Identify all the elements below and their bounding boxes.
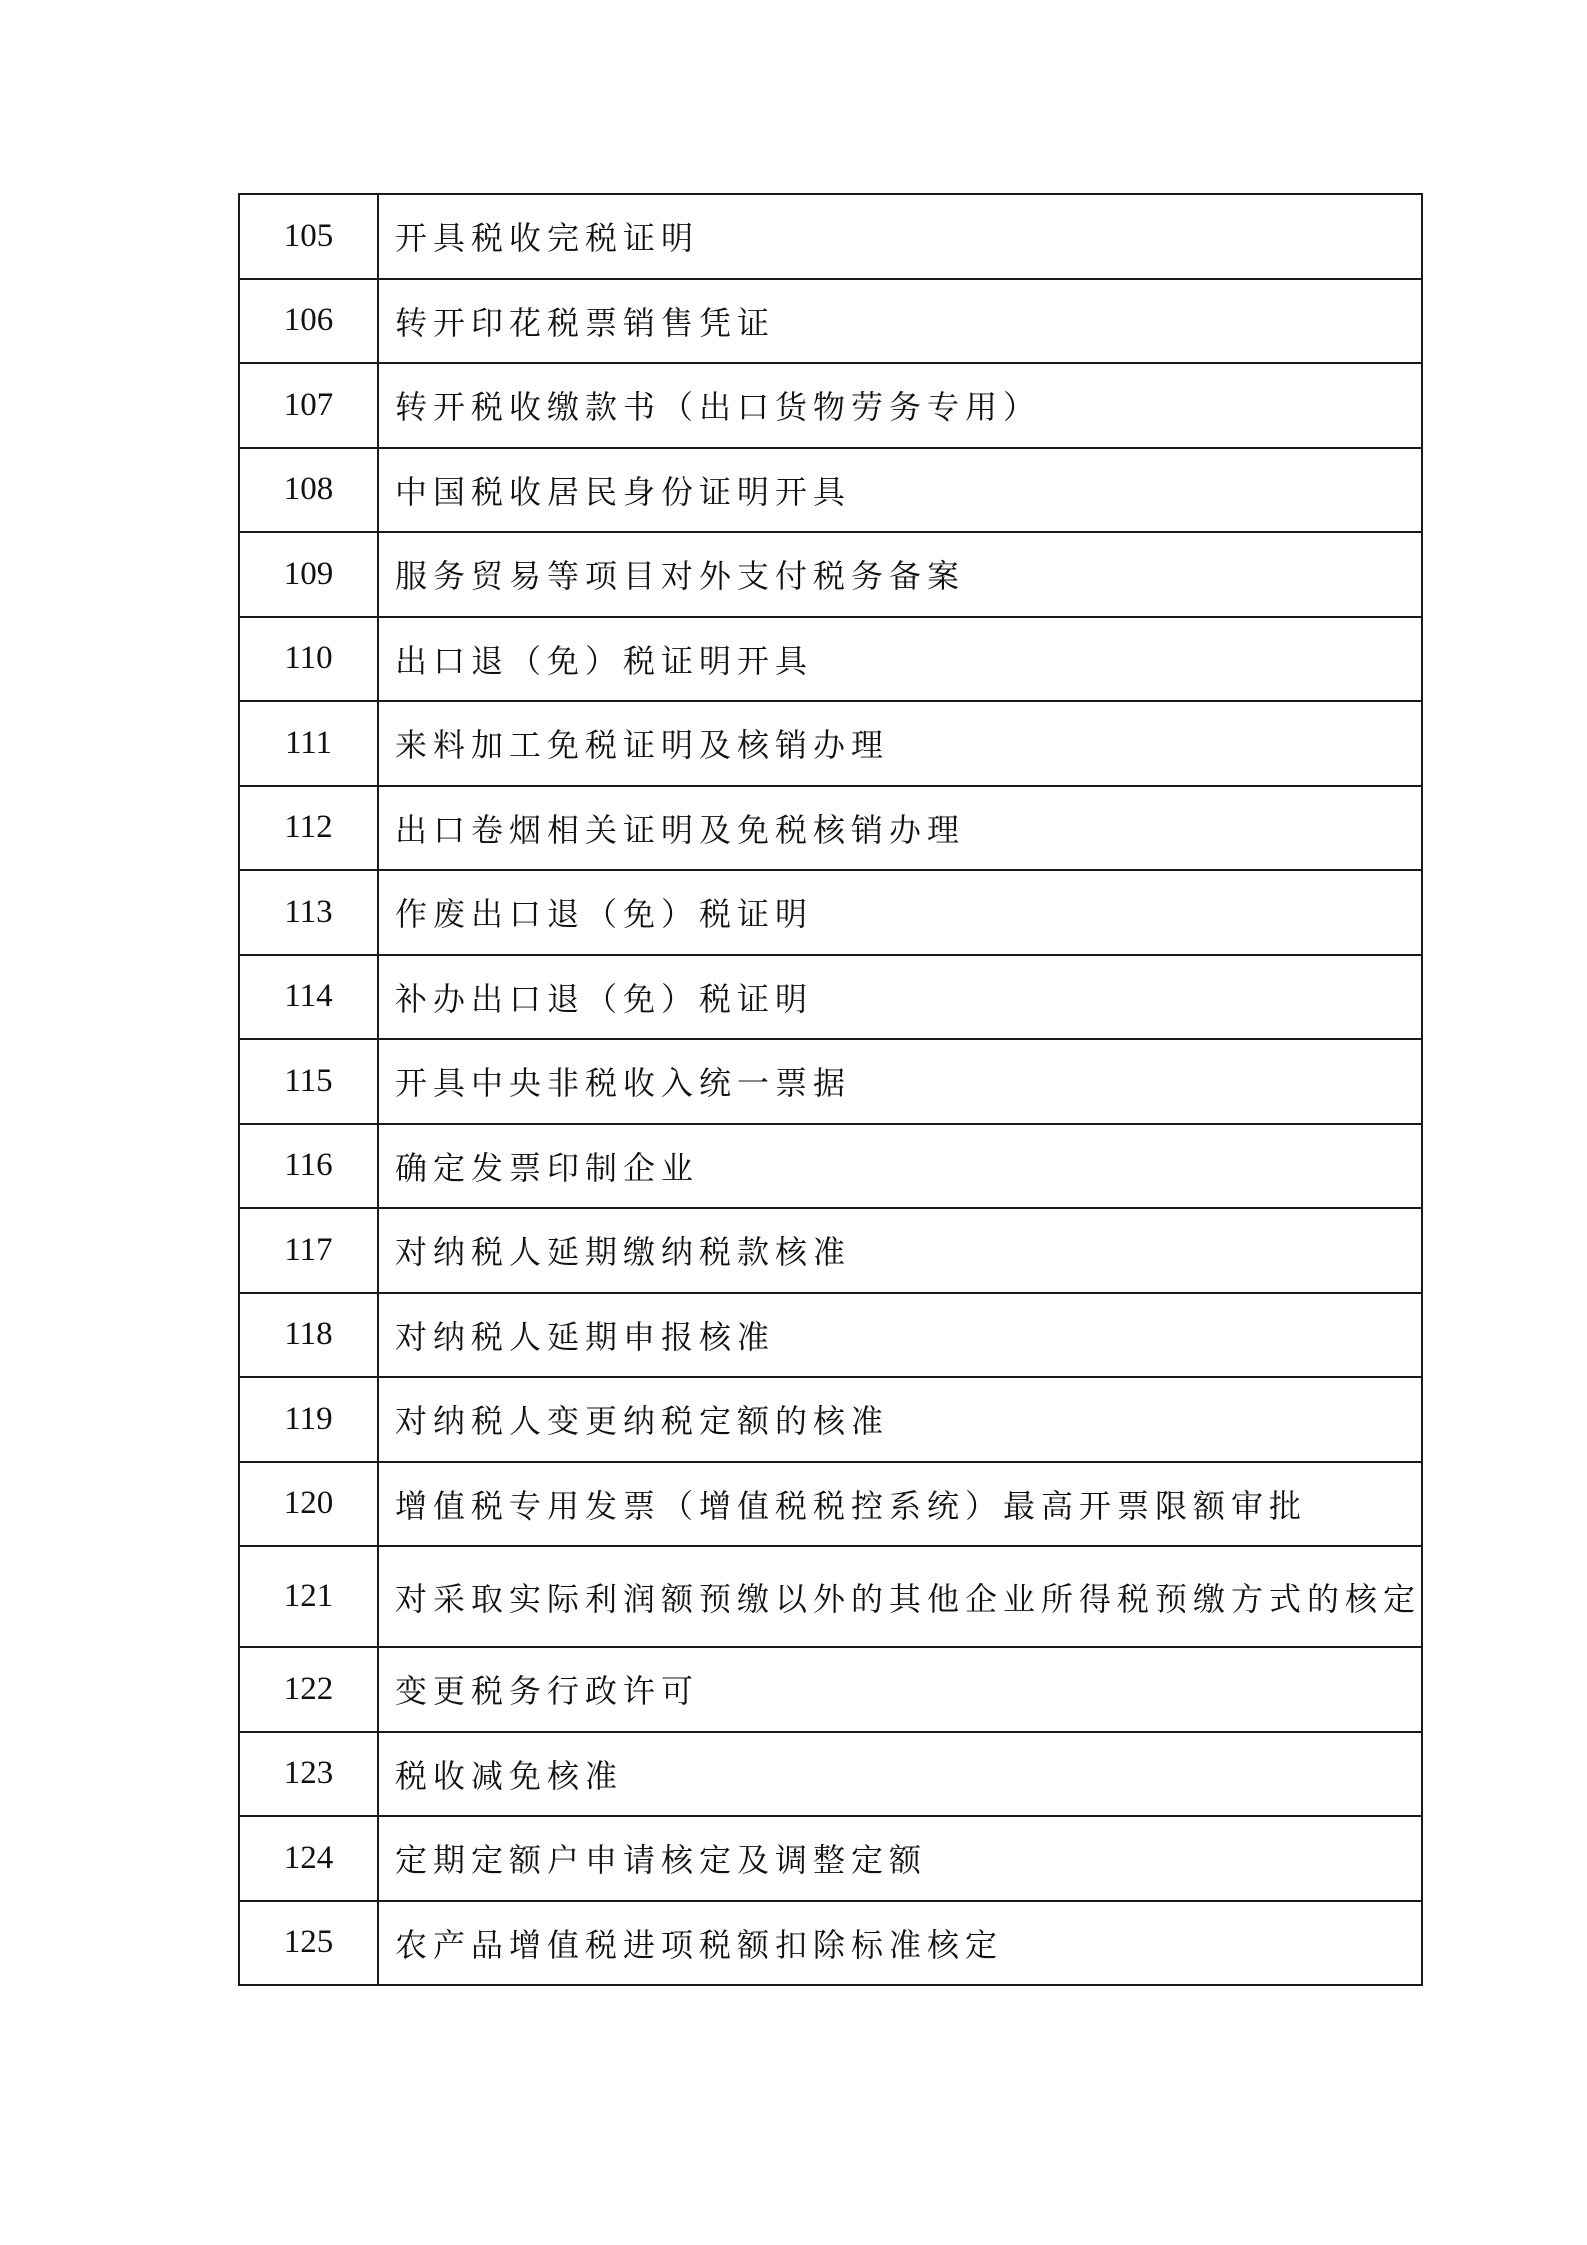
item-number: 106 bbox=[239, 279, 378, 364]
table-row bbox=[239, 870, 1422, 955]
table-row bbox=[239, 955, 1422, 1040]
item-number: 110 bbox=[239, 617, 378, 702]
item-number: 124 bbox=[239, 1816, 378, 1901]
item-name: 税收减免核准 bbox=[378, 1732, 1422, 1817]
item-name: 出口退（免）税证明开具 bbox=[378, 617, 1422, 702]
table-row bbox=[239, 1901, 1422, 1986]
item-name: 作废出口退（免）税证明 bbox=[378, 870, 1422, 955]
item-name: 对纳税人延期申报核准 bbox=[378, 1293, 1422, 1378]
item-name: 开具中央非税收入统一票据 bbox=[378, 1039, 1422, 1124]
item-name: 农产品增值税进项税额扣除标准核定 bbox=[378, 1901, 1422, 1986]
item-name: 出口卷烟相关证明及免税核销办理 bbox=[378, 786, 1422, 871]
item-name: 对采取实际利润额预缴以外的其他企业所得税预缴方式的核定 bbox=[378, 1546, 1422, 1647]
table-row bbox=[239, 1816, 1422, 1901]
table-row bbox=[239, 701, 1422, 786]
item-name: 开具税收完税证明 bbox=[378, 194, 1422, 279]
table-row bbox=[239, 1039, 1422, 1124]
item-number: 115 bbox=[239, 1039, 378, 1124]
table-row bbox=[239, 1732, 1422, 1817]
item-name: 转开税收缴款书（出口货物劳务专用） bbox=[378, 363, 1422, 448]
table-row bbox=[239, 1124, 1422, 1209]
item-number: 118 bbox=[239, 1293, 378, 1378]
item-name: 补办出口退（免）税证明 bbox=[378, 955, 1422, 1040]
item-number: 114 bbox=[239, 955, 378, 1040]
item-name: 中国税收居民身份证明开具 bbox=[378, 448, 1422, 533]
table-row bbox=[239, 448, 1422, 533]
item-name: 对纳税人变更纳税定额的核准 bbox=[378, 1377, 1422, 1462]
item-name: 确定发票印制企业 bbox=[378, 1124, 1422, 1209]
table-row bbox=[239, 532, 1422, 617]
table-row bbox=[239, 1546, 1422, 1647]
item-number: 121 bbox=[239, 1546, 378, 1647]
item-name: 变更税务行政许可 bbox=[378, 1647, 1422, 1732]
item-name: 增值税专用发票（增值税税控系统）最高开票限额审批 bbox=[378, 1462, 1422, 1547]
item-name: 定期定额户申请核定及调整定额 bbox=[378, 1816, 1422, 1901]
item-number: 125 bbox=[239, 1901, 378, 1986]
table-row bbox=[239, 363, 1422, 448]
table-row bbox=[239, 1208, 1422, 1293]
table-row bbox=[239, 1462, 1422, 1547]
item-number: 112 bbox=[239, 786, 378, 871]
table-row bbox=[239, 279, 1422, 364]
tax-items-table bbox=[238, 193, 1423, 1986]
item-name: 对纳税人延期缴纳税款核准 bbox=[378, 1208, 1422, 1293]
table-row bbox=[239, 194, 1422, 279]
table-row bbox=[239, 1293, 1422, 1378]
item-number: 122 bbox=[239, 1647, 378, 1732]
item-number: 113 bbox=[239, 870, 378, 955]
item-number: 123 bbox=[239, 1732, 378, 1817]
item-name: 来料加工免税证明及核销办理 bbox=[378, 701, 1422, 786]
item-number: 107 bbox=[239, 363, 378, 448]
table-row bbox=[239, 617, 1422, 702]
item-number: 105 bbox=[239, 194, 378, 279]
item-name: 转开印花税票销售凭证 bbox=[378, 279, 1422, 364]
item-number: 120 bbox=[239, 1462, 378, 1547]
table-row bbox=[239, 1377, 1422, 1462]
item-number: 109 bbox=[239, 532, 378, 617]
item-number: 111 bbox=[239, 701, 378, 786]
item-number: 117 bbox=[239, 1208, 378, 1293]
item-number: 116 bbox=[239, 1124, 378, 1209]
item-number: 108 bbox=[239, 448, 378, 533]
item-name: 服务贸易等项目对外支付税务备案 bbox=[378, 532, 1422, 617]
item-number: 119 bbox=[239, 1377, 378, 1462]
table-row bbox=[239, 1647, 1422, 1732]
table-row bbox=[239, 786, 1422, 871]
